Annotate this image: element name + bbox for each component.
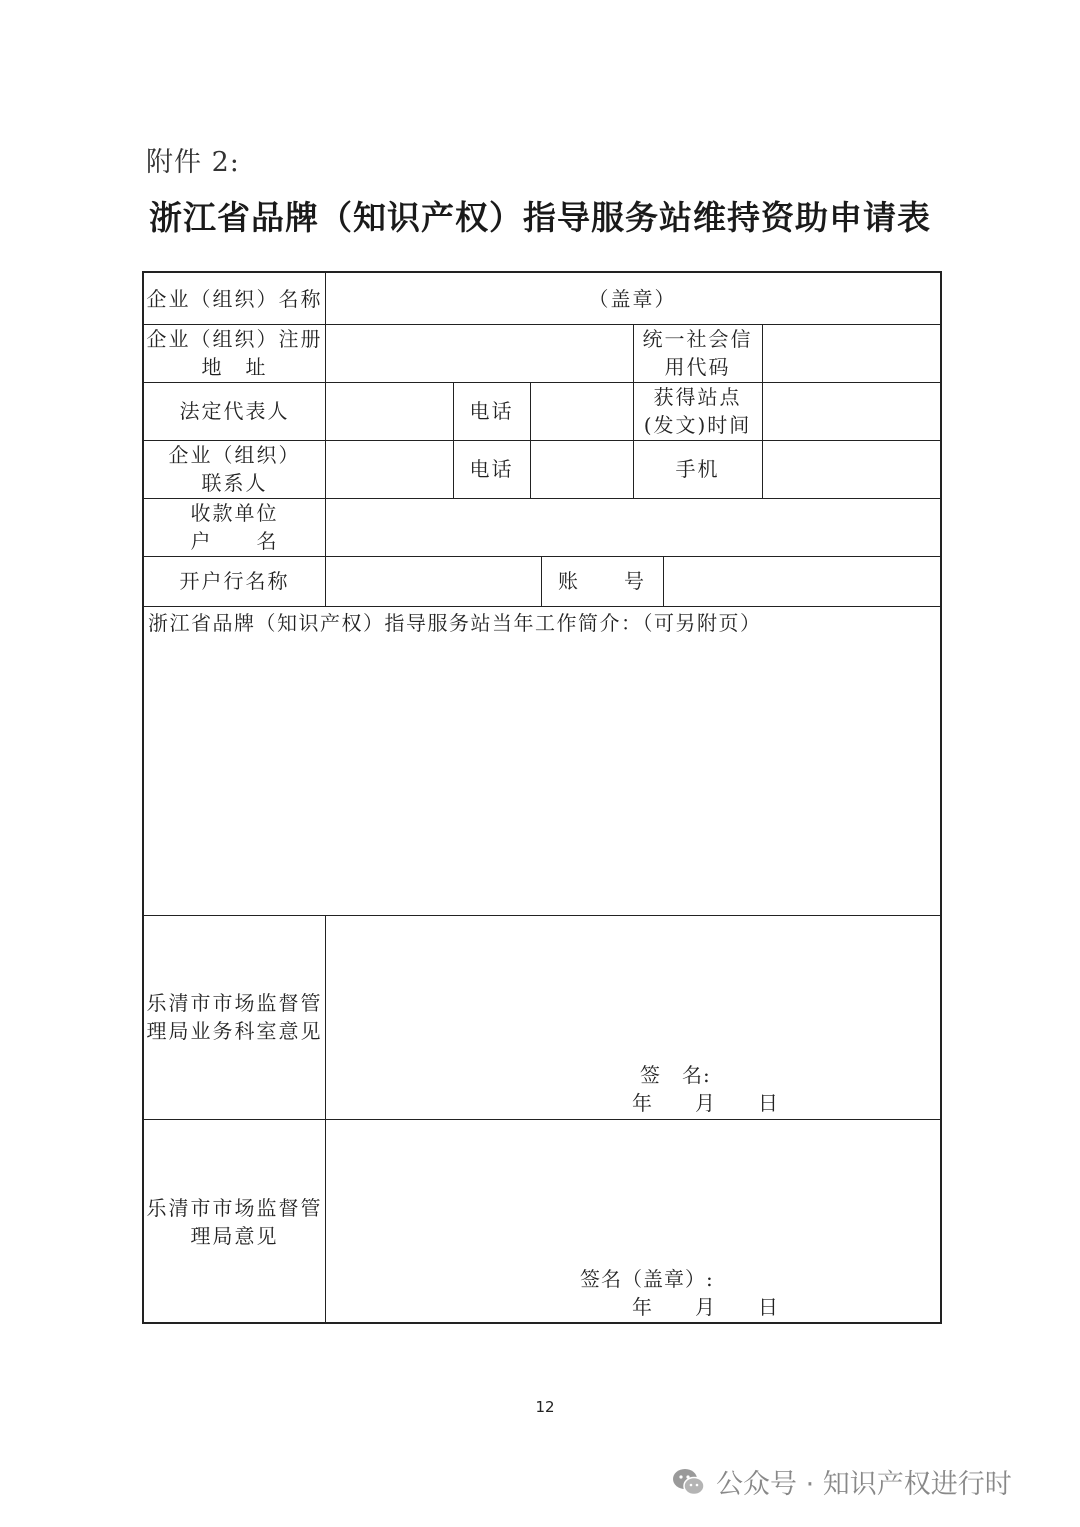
work-intro-field[interactable] [144,635,940,913]
credit-code-label: 统一社会信 用代码 [642,327,753,379]
credit-code-field[interactable] [762,324,940,382]
dept-signature-label: 签 名: [640,1063,711,1087]
reg-address-field[interactable] [325,324,633,382]
application-form [142,271,942,1324]
bank-label: 开户行名称 [179,569,290,593]
legal-rep-label: 法定代表人 [179,399,290,423]
account-field[interactable] [663,556,940,606]
bureau-opinion-label: 乐清市市场监督管 理局意见 [146,1195,323,1248]
watermark-text: 公众号 · 知识产权进行时 [716,1469,1012,1500]
bureau-date-label: 年 月 日 [632,1295,779,1319]
watermark [672,1462,1012,1501]
dept-opinion-label: 乐清市市场监督管 理局业务科室意见 [146,991,323,1043]
phone-field[interactable] [530,382,633,440]
bank-field[interactable] [325,556,541,606]
contact-field[interactable] [325,440,453,498]
contact-phone-label: 电话 [469,457,514,481]
dept-date-label: 年 月 日 [632,1091,779,1115]
legal-rep-field[interactable] [325,382,453,440]
reg-address-label: 企业（组织）注册 地 址 [146,327,323,379]
payee-label: 收款单位 户 名 [190,501,279,553]
phone-label: 电话 [469,399,514,423]
org-name-field[interactable] [325,273,940,324]
station-time-field[interactable] [762,382,940,440]
attachment-label: 附件 2: [146,147,240,178]
bureau-signature-label: 签名（盖章）: [580,1267,714,1291]
station-time-label: 获得站点 (发文)时间 [643,385,752,437]
mobile-label: 手机 [675,457,720,481]
stamp-note: （盖章） [588,286,677,311]
page-number: 12 [535,1398,555,1416]
mobile-field[interactable] [762,440,940,498]
page-title: 浙江省品牌（知识产权）指导服务站维持资助申请表 [149,198,931,237]
payee-field[interactable] [325,498,940,556]
contact-phone-field[interactable] [530,440,633,498]
contact-label: 企业（组织） 联系人 [168,443,301,495]
work-intro-label: 浙江省品牌（知识产权）指导服务站当年工作简介：（可另附页） [148,611,762,635]
account-label: 账 号 [558,569,646,593]
org-name-label: 企业（组织）名称 [146,286,323,311]
wechat-icon [672,1467,706,1497]
